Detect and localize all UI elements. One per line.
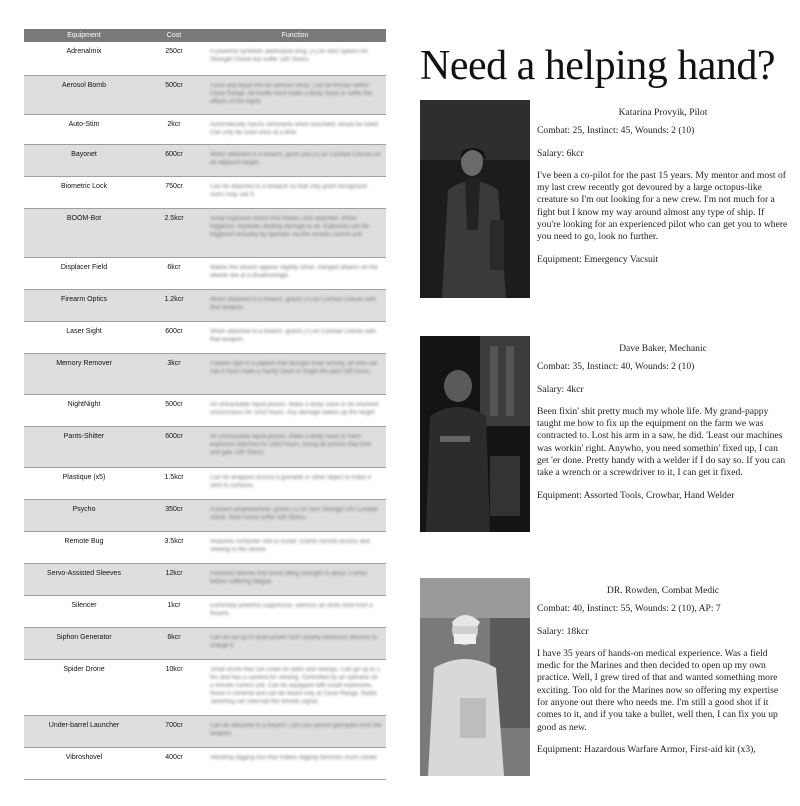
hireling-info [537,100,789,276]
table-row [24,258,386,290]
header-cost: Cost [166,32,182,39]
equipment-function-text: Turns any liquid into an aerosol cloud. Can be thrown within Close Range. All inside must make a Body Save or suffer the effects of the liquid. [210,83,372,105]
equipment-function [204,395,386,426]
hireling-bio: I've been a co-pilot for the past 15 years. My mentor and most of my last crew recently got devoured by a large octopus-like creature so I'm out looking for a new crew. I'm not much for a fight but I know my way around almost any type of ship. If you're looking for an experienced pilot who can get you to where you need to go, look no further. [537,169,788,243]
portrait-photo [420,100,530,298]
hireling-bio: I have 35 years of hands-on medical experience. Was a field medic for the Marines and then decided to open up my own practice. Well, I grew tired of that and wanted something more exciting. Too old for the Marines now so offering my expertise for anyone out there who needs me. I'm still a good shot if it comes to it, and if you take a bullet, well then, I can fix you up good as new. [537,647,779,733]
hireling-equipment: Equipment: Assorted Tools, Crowbar, Hand Welder [537,489,735,501]
table-row [24,532,386,564]
equipment-function [204,258,386,289]
portrait-photo [420,336,530,532]
equipment-cost: 400cr [165,754,183,761]
equipment-function [204,290,386,321]
hireling-name: DR. Rowden, Combat Medic [606,585,720,596]
equipment-cost: 1.2kcr [164,296,184,303]
equipment-function-text: When attached to a firearm, grants [+] on Combat Checks with that weapon. [210,329,376,343]
table-row [24,596,386,628]
equipment-function [204,468,386,499]
equipment-cost: 700cr [165,722,183,729]
equipment-function [204,660,386,715]
equipment-function [204,500,386,531]
equipment-function-text: Vibrating digging tool that makes digging trenches much easier. [210,755,379,761]
equipment-cost: 3.5kcr [164,538,184,545]
equipment-name: Silencer [71,602,97,609]
equipment-function-text: Can be wrapped around a grenade or other object to make it stick to surfaces. [210,475,371,489]
equipment-name: Memory Remover [56,360,112,367]
hireling-card-pilot [420,100,792,300]
equipment-name: Bayonet [71,151,97,158]
equipment-function [204,354,386,394]
hireling-bio: Been fixin' shit pretty much my whole life. My grand-pappy taught me how to fix up the equipment on the farm we was contracted to. Lost his arm in a saw, he did. 'Least our machines was workin' right. Anywho, you need somethin' fixed up, I can get 'er done. Pretty handy with a welder if I do say so. If you can take a wrench or a screwdriver to it, I can get it fixed. [537,405,786,479]
equipment-function [204,596,386,627]
equipment-name: Vibroshovel [65,754,103,761]
equipment-name: Adrenalmix [66,48,102,55]
equipment-cost: 600cr [165,328,183,335]
equipment-function [204,716,386,747]
equipment-name: Under-barrel Launcher [48,722,120,729]
table-row [24,115,386,145]
table-body [24,42,386,780]
equipment-function-text: An untraceable liquid poison. Make a Body Save or be knocked unconscious for 1d10 hours. Any damage wakes up the target. [210,402,379,416]
hireling-stats: Combat: 35, Instinct: 40, Wounds: 2 (10) [537,361,695,373]
hireling-equipment: Equipment: Hazardous Warfare Armor, First-aid kit (x3), [537,743,756,755]
equipment-function-text: A powerful synthetic adrenaline drug. [+] on next Speed OR Strength Check but suffer 1d5 Stress. [210,49,368,63]
table-row [24,564,386,596]
equipment-function [204,427,386,467]
equipment-function [204,628,386,659]
equipment-function-text: Can be set up to drain power from nearby electronic devices to charge it. [210,635,377,649]
equipment-function [204,115,386,144]
table-row [24,628,386,660]
table-row [24,468,386,500]
equipment-name: Firearm Optics [61,296,107,303]
equipment-function-text: When attached to a firearm, gives you [+] on Combat Checks on an adjacent target. [210,152,381,166]
equipment-cost: 350cr [165,506,183,513]
equipment-function [204,42,386,75]
table-row [24,290,386,322]
equipment-function-text: Requires computer skill to install. Grants remote access and viewing to the device. [210,539,370,553]
equipment-function [204,209,386,257]
table-row [24,42,386,76]
hireling-name: Dave Baker, Mechanic [619,343,707,354]
equipment-cost: 12kcr [165,570,183,577]
equipment-function-text: Can be attached to a weapon so that only grant recognized users may use it. [210,184,368,198]
equipment-function [204,76,386,114]
equipment-name: Plastique (x5) [62,474,106,481]
equipment-name: Spider Drone [63,666,105,673]
hireling-card-medic [420,578,792,778]
equipment-function-text: When attached to a firearm, grants [+] on Combat Checks with that weapon. [210,297,376,311]
equipment-function-text: Small explosive drone that follows until attached. When triggered, explodes dealing damage to all. Explosion can be triggered remotely by operator via the remote control unit. [210,216,369,238]
table-row [24,76,386,115]
portrait-photo [420,578,530,776]
equipment-function [204,177,386,208]
equipment-name: Aerosol Bomb [62,82,106,89]
hireling-card-mechanic [420,336,792,536]
equipment-name: BOOM-Bot [66,215,102,222]
table-row [24,145,386,177]
table-row [24,427,386,468]
table-row [24,322,386,354]
hireling-salary: Salary: 6kcr [537,147,584,159]
table-row [24,748,386,780]
equipment-cost: 10kcr [165,666,183,673]
equipment-function-text: Extremely powerful suppressor, silences all shots fired from a firearm. [210,603,373,617]
equipment-function-text: Powered sleeves that boost lifting strength to about 3 times before suffering fatigue. [210,571,368,585]
equipment-cost: 2.5kcr [164,215,184,222]
equipment-cost: 750cr [165,183,183,190]
table-row [24,395,386,427]
equipment-cost: 600cr [165,433,183,440]
equipment-function [204,145,386,176]
hireling-name: Katarina Provyik, Pilot [618,107,708,118]
equipment-function [204,322,386,353]
equipment-function-text: Makes the wearer appear slightly offset. Ranged attacks on the wearer are at a disadvantage. [210,265,378,279]
hireling-salary: Salary: 4kcr [537,383,584,395]
equipment-cost: 3kcr [167,360,181,367]
hireling-salary: Salary: 18kcr [537,625,589,637]
hireling-stats: Combat: 40, Instinct: 55, Wounds: 2 (10), AP: 7 [537,603,721,615]
equipment-cost: 600cr [165,151,183,158]
table-row [24,209,386,258]
table-row [24,660,386,716]
equipment-cost: 500cr [165,82,183,89]
page-title: Need a helping hand? [420,43,776,89]
equipment-cost: 1.5kcr [164,474,184,481]
equipment-function-text: Flashes light in a pattern that disrupts brain activity, all who can see it must make a Sanity Save or forget the past 1d5 hours. [210,361,378,375]
equipment-table [24,29,386,780]
equipment-function [204,564,386,595]
equipment-function-text: An untraceable liquid poison. Make a Body Save or have explosive diarrhea for 1d10 hours, losing all actions that time and gain 1d5 Stress. [210,434,372,456]
table-header [24,29,386,42]
equipment-function [204,532,386,563]
equipment-function [204,748,386,779]
hireling-info [537,578,789,766]
equipment-cost: 6kcr [167,264,181,271]
table-row [24,716,386,748]
equipment-name: Laser Sight [66,328,102,335]
equipment-name: Pants-Shitter [63,433,105,440]
equipment-function-text: Small drone that can crawl on walls and ceilings. Can go up to 2 hrs and has a camera for viewing. Controlled by an operator on a remote control unit. Can be equipped with small explosives. Noise is minimal and can be heard only at Close Range. Radio Jamming can interrupt the remote signal. [210,667,381,705]
equipment-cost: 1kcr [167,602,181,609]
equipment-name: Remote Bug [64,538,104,545]
equipment-cost: 2kcr [167,121,181,128]
hireling-equipment: Equipment: Emergency Vacsuit [537,253,659,265]
equipment-cost: 500cr [165,401,183,408]
equipment-name: Siphon Generator [56,634,112,641]
header-equipment: Equipment [67,32,101,39]
equipment-function-text: A potent amphetamine; grants [+] on next Strength OR Combat check. Next round suffer 1d5 Stress. [210,507,378,521]
table-row [24,500,386,532]
table-row [24,177,386,209]
equipment-name: Auto-Stim [68,121,100,128]
hireling-info [537,336,789,512]
equipment-function-text: Can be attached to a firearm. Lets you launch grenades from the weapon. [210,723,382,737]
equipment-name: NightNight [67,401,101,408]
hireling-stats: Combat: 25, Instinct: 45, Wounds: 2 (10) [537,125,695,137]
equipment-cost: 250cr [165,48,183,55]
equipment-cost: 6kcr [167,634,181,641]
equipment-name: Displacer Field [60,264,108,271]
table-row [24,354,386,395]
equipment-name: Psycho [72,506,96,513]
header-function: Function [281,32,309,39]
equipment-function-text: Automatically injects stimulants when wounded, would be killed. Can only be used once at a time. [210,122,380,136]
equipment-name: Servo-Assisted Sleeves [47,570,121,577]
equipment-name: Biometric Lock [61,183,107,190]
